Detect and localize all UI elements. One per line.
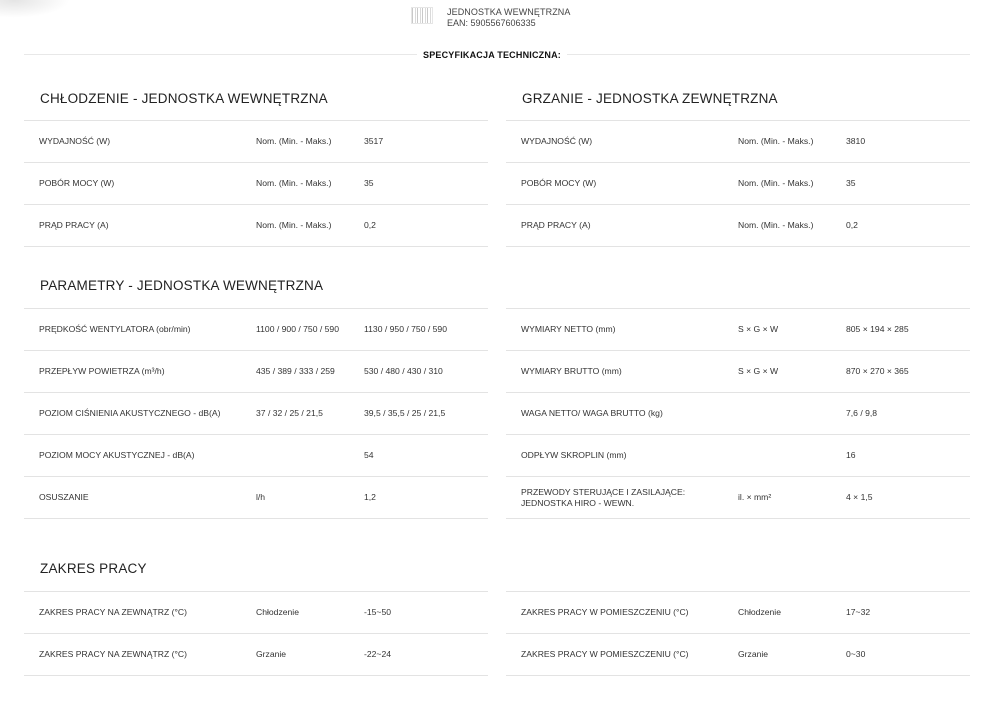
row-value: 3517	[364, 136, 384, 146]
row-label: PRZEWODY STERUJĄCE I ZASILAJĄCE: JEDNOSTKA HIRO - WEWN.	[521, 486, 686, 508]
table-row	[506, 392, 970, 434]
row-value: 35	[364, 178, 374, 188]
product-name: JEDNOSTKA WEWNĘTRZNA	[447, 7, 571, 17]
table-row	[506, 591, 970, 633]
table-row	[506, 308, 970, 350]
row-unit	[738, 393, 843, 434]
row-value: 805 × 194 × 285	[846, 324, 909, 334]
row-label: POBÓR MOCY (W)	[521, 178, 597, 188]
table-row	[506, 476, 970, 519]
row-unit	[256, 435, 361, 476]
row-label: ODPŁYW SKROPLIN (mm)	[521, 450, 627, 460]
table-row	[506, 434, 970, 476]
row-value: -22~24	[364, 649, 391, 659]
table-heating	[506, 120, 970, 247]
table-range-left	[24, 591, 488, 676]
table-row	[24, 120, 488, 162]
row-label: POZIOM MOCY AKUSTYCZNEJ - dB(A)	[39, 450, 195, 460]
row-unit: il. × mm²	[738, 492, 772, 502]
row-label: PRZEPŁYW POWIETRZA (m³/h)	[39, 366, 165, 376]
table-row	[506, 204, 970, 247]
row-unit: l/h	[256, 492, 266, 502]
row-label: PRĘDKOŚĆ WENTYLATORA (obr/min)	[39, 324, 191, 334]
row-unit: Nom. (Min. - Maks.)	[256, 178, 332, 188]
row-unit: Nom. (Min. - Maks.)	[738, 178, 814, 188]
row-value: -15~50	[364, 607, 391, 617]
row-unit: 37 / 32 / 25 / 21,5	[256, 408, 323, 418]
row-value: 870 × 270 × 365	[846, 366, 909, 376]
row-unit: Nom. (Min. - Maks.)	[256, 220, 332, 230]
row-label: ZAKRES PRACY W POMIESZCZENIU (°C)	[521, 607, 689, 617]
row-value: 39,5 / 35,5 / 25 / 21,5	[364, 408, 446, 418]
table-row	[24, 633, 488, 676]
row-value: 54	[364, 450, 374, 460]
row-label: ZAKRES PRACY NA ZEWNĄTRZ (°C)	[39, 649, 187, 659]
row-unit: S × G × W	[738, 366, 779, 376]
row-unit: Nom. (Min. - Maks.)	[256, 136, 332, 146]
section-title-heating: GRZANIE - JEDNOSTKA ZEWNĘTRZNA	[522, 91, 778, 106]
row-unit: Grzanie	[256, 649, 287, 659]
row-value: 3810	[846, 136, 866, 146]
row-value: 0,2	[364, 220, 376, 230]
row-label: ZAKRES PRACY W POMIESZCZENIU (°C)	[521, 649, 689, 659]
row-value: 530 / 480 / 430 / 310	[364, 366, 443, 376]
row-label: WYMIARY BRUTTO (mm)	[521, 366, 622, 376]
table-row	[24, 476, 488, 519]
table-range-right	[506, 591, 970, 676]
row-unit: Nom. (Min. - Maks.)	[738, 136, 814, 146]
row-value: 17~32	[846, 607, 871, 617]
row-value: 4 × 1,5	[846, 492, 873, 502]
row-label: WYDAJNOŚĆ (W)	[39, 136, 111, 146]
table-row	[24, 204, 488, 247]
row-label: PRĄD PRACY (A)	[39, 220, 109, 230]
section-title-cooling: CHŁODZENIE - JEDNOSTKA WEWNĘTRZNA	[40, 91, 328, 106]
row-label: POBÓR MOCY (W)	[39, 178, 115, 188]
section-title-params: PARAMETRY - JEDNOSTKA WEWNĘTRZNA	[40, 278, 324, 293]
table-row	[506, 120, 970, 162]
table-row	[24, 591, 488, 633]
row-unit: Nom. (Min. - Maks.)	[738, 220, 814, 230]
row-value: 35	[846, 178, 856, 188]
table-row	[506, 350, 970, 392]
row-label: OSUSZANIE	[39, 492, 89, 502]
table-row	[506, 633, 970, 676]
row-unit	[738, 435, 843, 476]
product-ean: EAN: 5905567606335	[447, 18, 536, 28]
table-cooling	[24, 120, 488, 247]
row-label: WYDAJNOŚĆ (W)	[521, 136, 593, 146]
row-value: 7,6 / 9,8	[846, 408, 878, 418]
row-label: WAGA NETTO/ WAGA BRUTTO (kg)	[521, 408, 663, 418]
row-label: PRĄD PRACY (A)	[521, 220, 591, 230]
row-value: 0~30	[846, 649, 866, 659]
section-title-range: ZAKRES PRACY	[40, 561, 147, 576]
row-value: 1130 / 950 / 750 / 590	[364, 324, 447, 334]
row-unit: S × G × W	[738, 324, 779, 334]
spec-title	[0, 50, 984, 60]
row-unit: Chłodzenie	[256, 607, 299, 617]
table-row	[24, 162, 488, 204]
row-unit: Grzanie	[738, 649, 769, 659]
barcode-icon	[411, 7, 433, 24]
row-value: 1,2	[364, 492, 376, 502]
row-value: 0,2	[846, 220, 858, 230]
table-row	[24, 392, 488, 434]
row-label: ZAKRES PRACY NA ZEWNĄTRZ (°C)	[39, 607, 187, 617]
row-label: POZIOM CIŚNIENIA AKUSTYCZNEGO - dB(A)	[39, 408, 221, 418]
row-value: 16	[846, 450, 856, 460]
row-unit: 1100 / 900 / 750 / 590	[256, 324, 339, 334]
table-row	[24, 434, 488, 476]
table-row	[506, 162, 970, 204]
table-row	[24, 308, 488, 350]
spec-title-text: SPECYFIKACJA TECHNICZNA:	[417, 50, 567, 60]
row-label: WYMIARY NETTO (mm)	[521, 324, 616, 334]
product-header	[0, 0, 984, 36]
table-params-right	[506, 308, 970, 519]
row-unit: 435 / 389 / 333 / 259	[256, 366, 335, 376]
row-unit: Chłodzenie	[738, 607, 781, 617]
table-row	[24, 350, 488, 392]
table-params-left	[24, 308, 488, 519]
